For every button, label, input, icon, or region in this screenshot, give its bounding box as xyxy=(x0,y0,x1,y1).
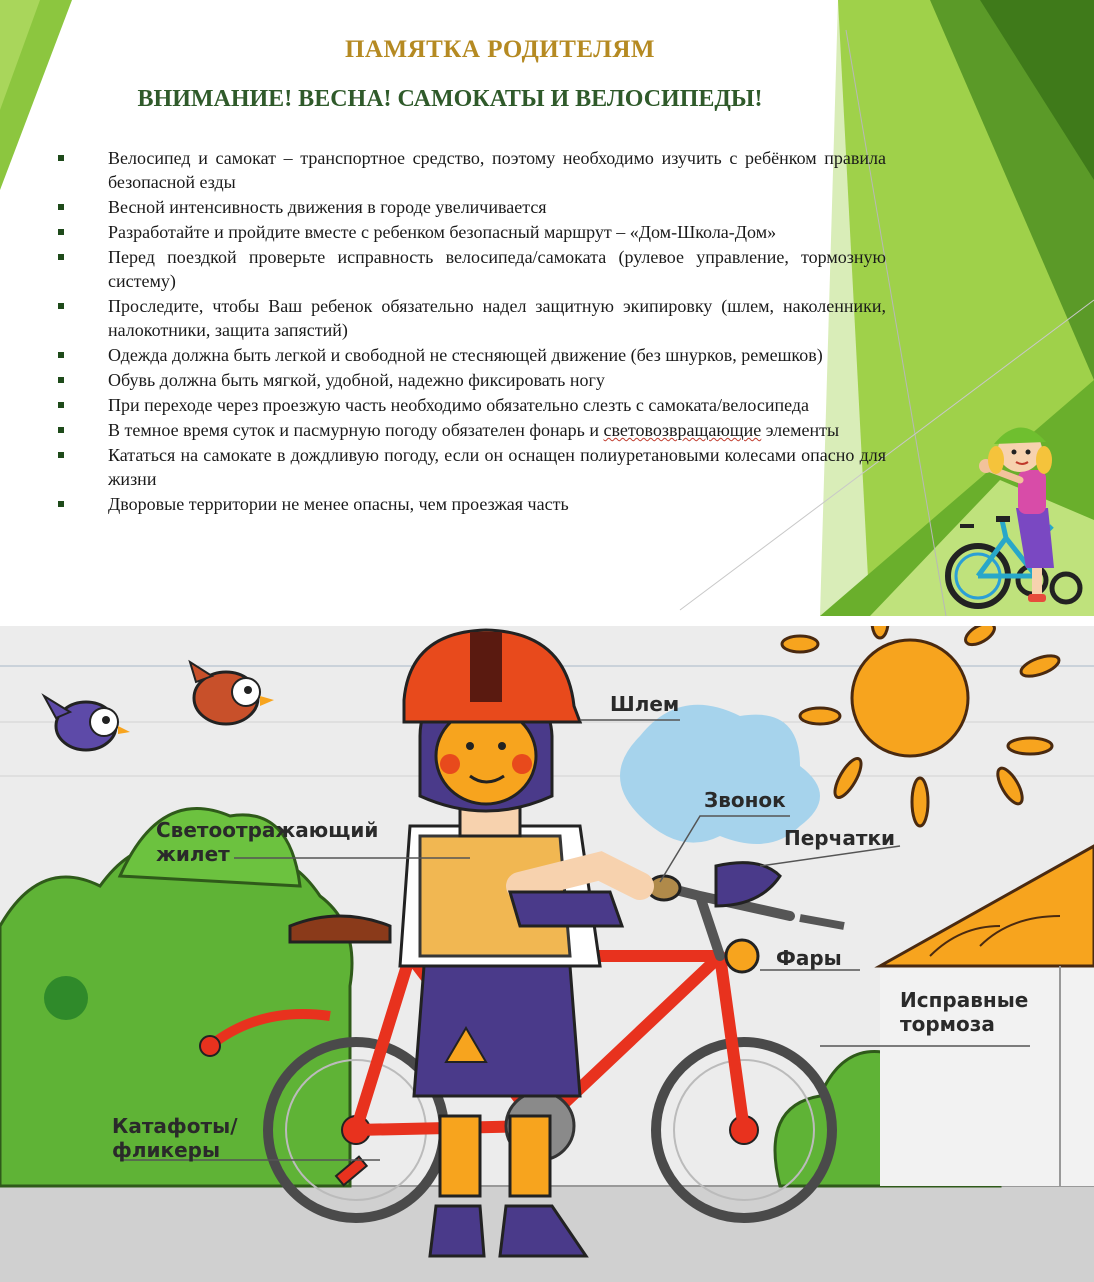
list-item: Велосипед и самокат – транспортное средство, поэтому необходимо изучить с ребёнком правила безопасной езды xyxy=(56,146,886,194)
label-reflectors: Катафоты/ фликеры xyxy=(112,1114,238,1162)
list-item: Обувь должна быть мягкой, удобной, надежно фиксировать ногу xyxy=(56,368,886,392)
parent-memo-slide xyxy=(0,0,1094,616)
list-item: Кататься на самокате в дождливую погоду, если он оснащен полиуретановыми колесами опасно для жизни xyxy=(56,443,886,491)
label-helmet: Шлем xyxy=(610,692,680,716)
bullet-icon xyxy=(58,427,64,433)
purple-bird-icon xyxy=(44,696,130,750)
label-reflective-vest: Светоотражающий жилет xyxy=(156,818,379,866)
sun-icon xyxy=(782,626,1062,826)
list-item: Проследите, чтобы Ваш ребенок обязательно надел защитную экипировку (шлем, наколенники, налокотники, защита запястий) xyxy=(56,294,886,342)
bullet-icon xyxy=(58,402,64,408)
label-brakes: Исправные тормоза xyxy=(900,988,1029,1036)
list-item: Перед поездкой проверьте исправность велосипеда/самоката (рулевое управление, тормозную систему) xyxy=(56,245,886,293)
bullet-icon xyxy=(58,155,64,161)
list-item: Одежда должна быть легкой и свободной не стесняющей движение (без шнурков, ремешков) xyxy=(56,343,886,367)
bullet-icon xyxy=(58,501,64,507)
girl-on-bicycle-image xyxy=(936,408,1088,616)
spellcheck-word: световозвращающие xyxy=(603,420,762,440)
bullet-icon xyxy=(58,352,64,358)
memo-rules-list xyxy=(56,146,886,517)
label-bell: Звонок xyxy=(704,788,786,812)
bicycle-safety-illustration xyxy=(0,626,1094,1282)
cloud xyxy=(620,705,820,844)
bullet-icon xyxy=(58,452,64,458)
memo-title: ПАМЯТКА РОДИТЕЛЯМ xyxy=(344,36,656,63)
list-item: При переходе через проезжую часть необходимо обязательно слезть с самоката/велосипеда xyxy=(56,393,886,417)
memo-subtitle: ВНИМАНИЕ! ВЕСНА! САМОКАТЫ И ВЕЛОСИПЕДЫ! xyxy=(137,86,763,112)
red-bird-icon xyxy=(190,662,274,724)
bullet-icon xyxy=(58,204,64,210)
list-item: В темное время суток и пасмурную погоду обязателен фонарь и световозвращающие элементы xyxy=(56,418,886,442)
list-item: Дворовые территории не менее опасны, чем проезжая часть xyxy=(56,492,886,516)
label-headlights: Фары xyxy=(776,946,842,970)
bullet-icon xyxy=(58,377,64,383)
bullet-icon xyxy=(58,229,64,235)
list-item: Весной интенсивность движения в городе увеличивается xyxy=(56,195,886,219)
bicycle-safety-drawing xyxy=(0,626,1094,1282)
list-item: Разработайте и пройдите вместе с ребенком безопасный маршрут – «Дом-Школа-Дом» xyxy=(56,220,886,244)
bullet-icon xyxy=(58,303,64,309)
bullet-icon xyxy=(58,254,64,260)
label-gloves: Перчатки xyxy=(784,826,896,850)
